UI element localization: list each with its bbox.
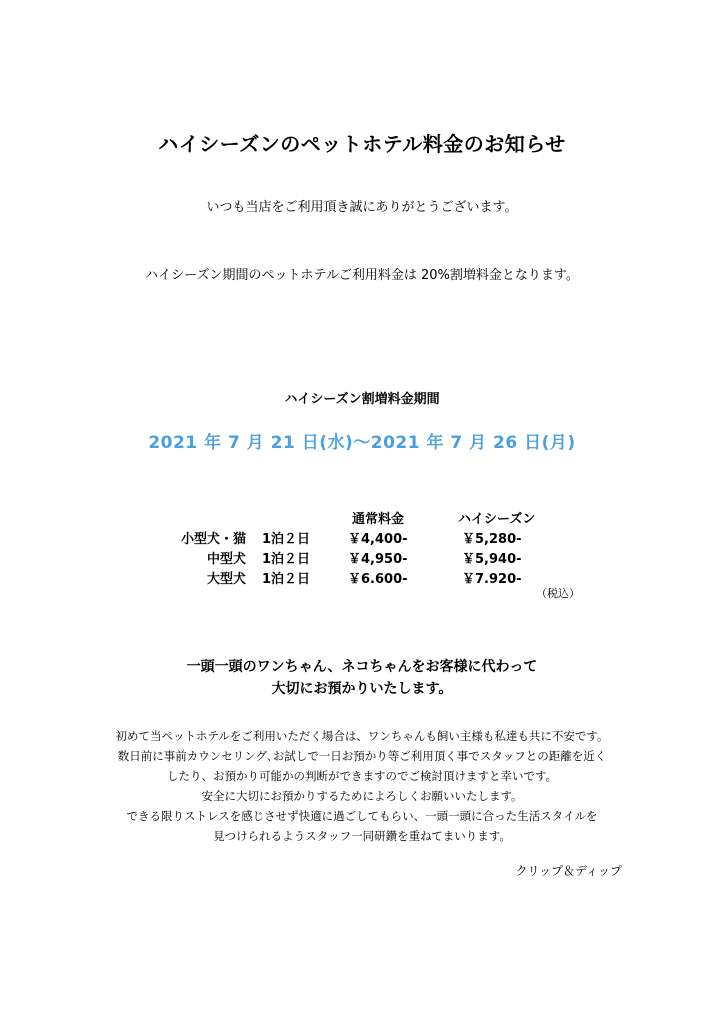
row-plan: 1泊２日 — [262, 552, 311, 567]
body-line: できる限りストレスを感じさせず快適に過ごしてもらい、一頭一頭に合った生活スタイルを — [126, 809, 598, 823]
signature: クリップ＆ディップ — [515, 864, 622, 878]
table-row — [0, 528, 724, 548]
period-label: ハイシーズン割増料金期間 — [284, 392, 440, 407]
row-plan: 1泊２日 — [262, 532, 311, 547]
row-regular-price: ￥4,400- — [348, 532, 408, 547]
table-row — [0, 548, 724, 568]
row-name: 大型犬 — [206, 572, 246, 587]
row-plan: 1泊２日 — [262, 572, 311, 587]
row-high-season-price: ￥7.920- — [462, 572, 522, 587]
row-high-season-price: ￥5,280- — [462, 532, 522, 547]
body-line: 見つけられるようスタッフ一同研鑽を重ねてまいります。 — [213, 829, 511, 843]
body-line: 安全に大切にお預かりするためによろしくお願いいたします。 — [201, 789, 523, 803]
row-regular-price: ￥6.600- — [348, 572, 408, 587]
body-line: 初めて当ペットホテルをご利用いただく場合は、ワンちゃんも飼い主様も私達も共に不安です。 — [115, 729, 609, 743]
row-name: 中型犬 — [206, 552, 246, 567]
table-row — [0, 568, 724, 588]
body-line: 数日前に事前カウンセリング､お試しで一日お預かり等ご利用頂く事でスタッフとの距離を近く — [117, 749, 607, 763]
care-message-line: 一頭一頭のワンちゃん、ネコちゃんをお客様に代わって — [186, 659, 538, 675]
row-regular-price: ￥4,950- — [348, 552, 408, 567]
header-regular: 通常料金 — [352, 512, 405, 527]
header-high-season: ハイシーズン — [458, 512, 536, 527]
body-line: したり、お預かり可能かの判断ができますのでご検討頂けますと幸いです。 — [166, 769, 558, 783]
row-high-season-price: ￥5,940- — [462, 552, 522, 567]
price-table-header — [0, 508, 724, 528]
surcharge-notice: ハイシーズン期間のペットホテルご利用料金は 20%割増料金となります。 — [145, 268, 579, 283]
period-dates: 2021 年 7 月 21 日(水)～2021 年 7 月 26 日(月) — [148, 433, 576, 453]
tax-note: （税込） — [536, 587, 580, 600]
care-message-line: 大切にお預かりいたします。 — [271, 681, 453, 697]
greeting-text: いつも当店をご利用頂き誠にありがとうございます。 — [206, 200, 518, 215]
row-name: 小型犬・猫 — [180, 532, 246, 547]
page-title: ハイシーズンのペットホテル料金のお知らせ — [158, 132, 566, 156]
